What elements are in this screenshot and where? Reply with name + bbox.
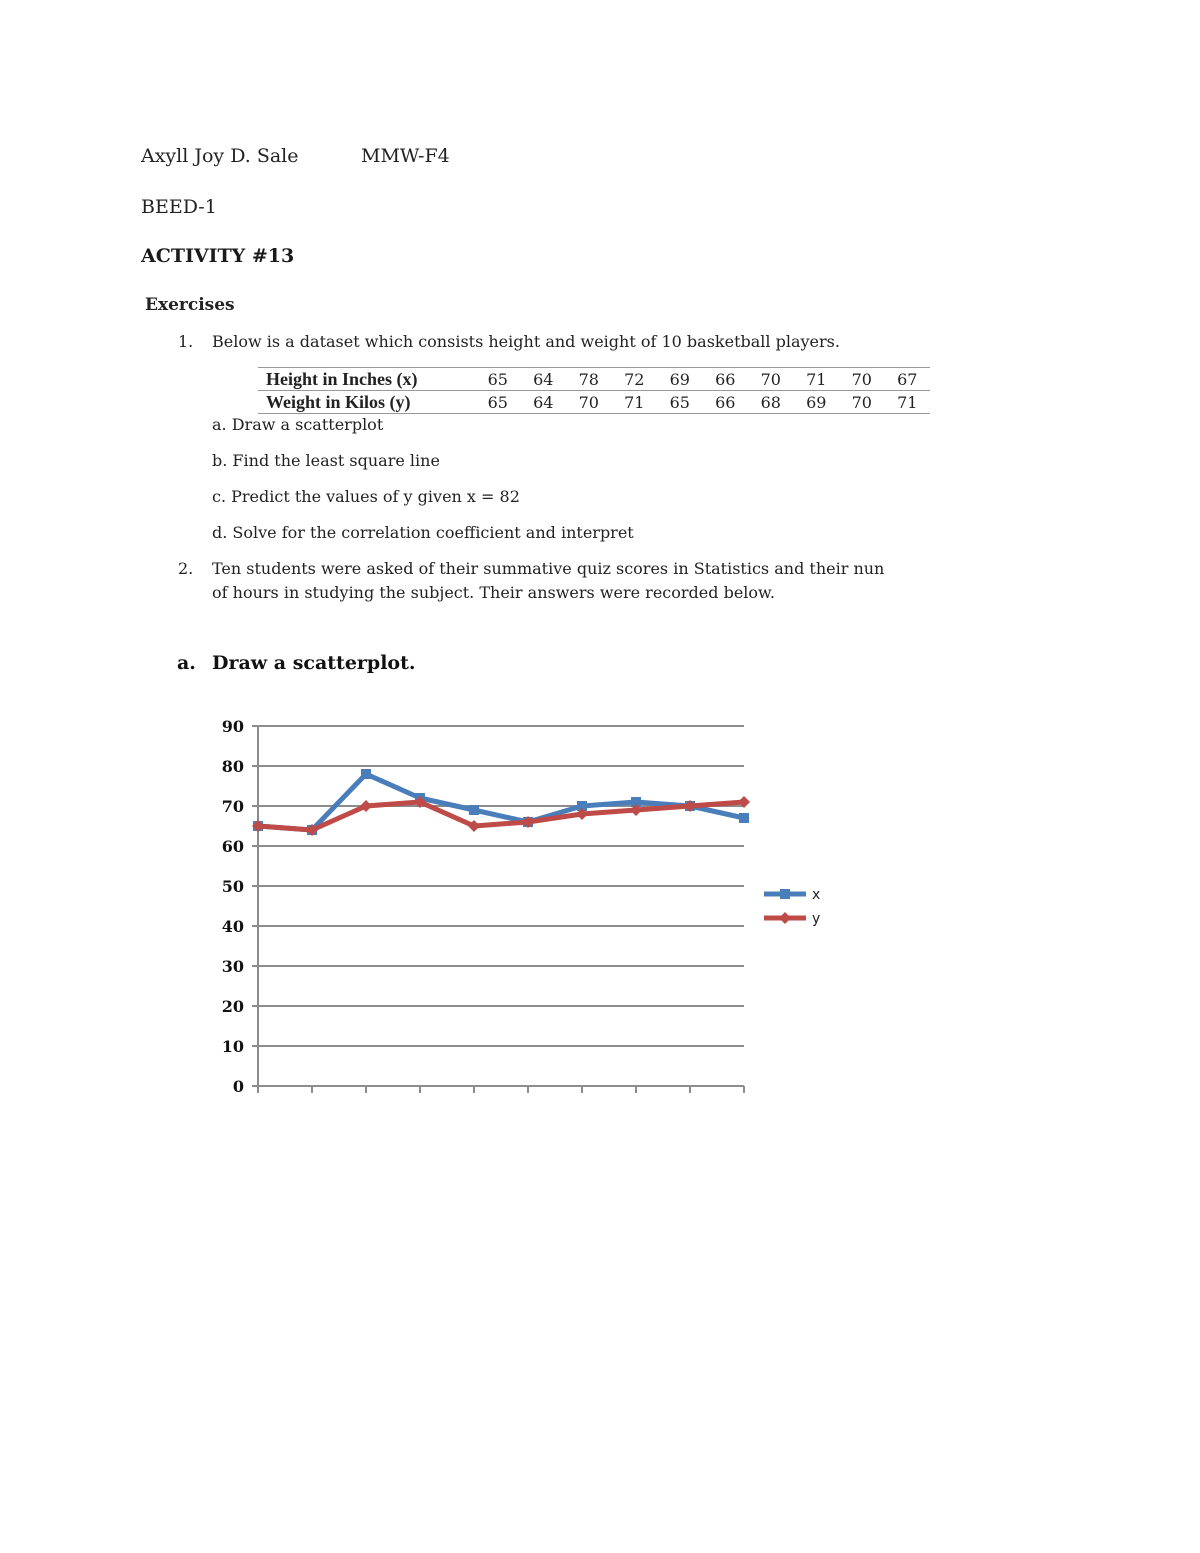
table-cell: 69 bbox=[657, 368, 703, 391]
y-tick-label: 60 bbox=[221, 837, 244, 856]
data-point-x bbox=[739, 813, 749, 823]
y-tick-label: 90 bbox=[221, 717, 244, 736]
y-tick-label: 30 bbox=[221, 957, 244, 976]
y-tick-label: 20 bbox=[221, 997, 244, 1016]
table-cell: 69 bbox=[794, 391, 840, 414]
legend-marker-x bbox=[780, 889, 790, 899]
activity-title: ACTIVITY #13 bbox=[141, 245, 295, 267]
exercises-heading: Exercises bbox=[145, 295, 235, 315]
y-tick-label: 80 bbox=[221, 757, 244, 776]
subitem-c: c. Predict the values of y given x = 82 bbox=[212, 487, 520, 506]
y-tick-label: 0 bbox=[232, 1077, 244, 1096]
subitem-d: d. Solve for the correlation coefficient and interpret bbox=[212, 523, 634, 542]
table-cell: 72 bbox=[612, 368, 658, 391]
table-cell: 70 bbox=[566, 391, 612, 414]
table-cell: 64 bbox=[521, 368, 567, 391]
table-cell: 64 bbox=[521, 391, 567, 414]
table-cell: 71 bbox=[794, 368, 840, 391]
table-cell: 70 bbox=[748, 368, 794, 391]
y-tick-label: 70 bbox=[221, 797, 244, 816]
data-point-x bbox=[469, 805, 479, 815]
table-cell: 66 bbox=[703, 391, 749, 414]
table-cell: 65 bbox=[475, 368, 521, 391]
item2-number: 2. bbox=[178, 559, 194, 578]
y-tick-label: 40 bbox=[221, 917, 244, 936]
y-tick-label: 50 bbox=[221, 877, 244, 896]
table-row-label: Height in Inches (x) bbox=[258, 368, 475, 391]
item1-text: Below is a dataset which consists height and weight of 10 basketball players. bbox=[212, 332, 840, 351]
table-cell: 71 bbox=[885, 391, 931, 414]
answer-text: Draw a scatterplot. bbox=[212, 652, 416, 674]
table-cell: 66 bbox=[703, 368, 749, 391]
table-cell: 70 bbox=[839, 391, 885, 414]
data-point-x bbox=[361, 769, 371, 779]
legend-label-y: y bbox=[812, 911, 821, 927]
student-name: Axyll Joy D. Sale bbox=[141, 145, 299, 167]
subitem-a: a. Draw a scatterplot bbox=[212, 415, 384, 434]
y-tick-label: 10 bbox=[221, 1037, 244, 1056]
answer-label: a. bbox=[177, 652, 196, 674]
item2-line1: Ten students were asked of their summative quiz scores in Statistics and their nun bbox=[212, 559, 885, 578]
legend-label-x: x bbox=[812, 887, 821, 903]
item2-line2: of hours in studying the subject. Their answers were recorded below. bbox=[212, 583, 775, 602]
section-code: MMW-F4 bbox=[361, 145, 450, 167]
table-cell: 71 bbox=[612, 391, 658, 414]
table-row-label: Weight in Kilos (y) bbox=[258, 391, 475, 414]
subitem-b: b. Find the least square line bbox=[212, 451, 440, 470]
legend-marker-y bbox=[779, 912, 791, 924]
item1-number: 1. bbox=[178, 332, 194, 351]
course-code: BEED-1 bbox=[141, 196, 217, 218]
table-cell: 70 bbox=[839, 368, 885, 391]
table-cell: 65 bbox=[475, 391, 521, 414]
table-cell: 78 bbox=[566, 368, 612, 391]
table-cell: 65 bbox=[657, 391, 703, 414]
table-cell: 68 bbox=[748, 391, 794, 414]
table-cell: 67 bbox=[885, 368, 931, 391]
